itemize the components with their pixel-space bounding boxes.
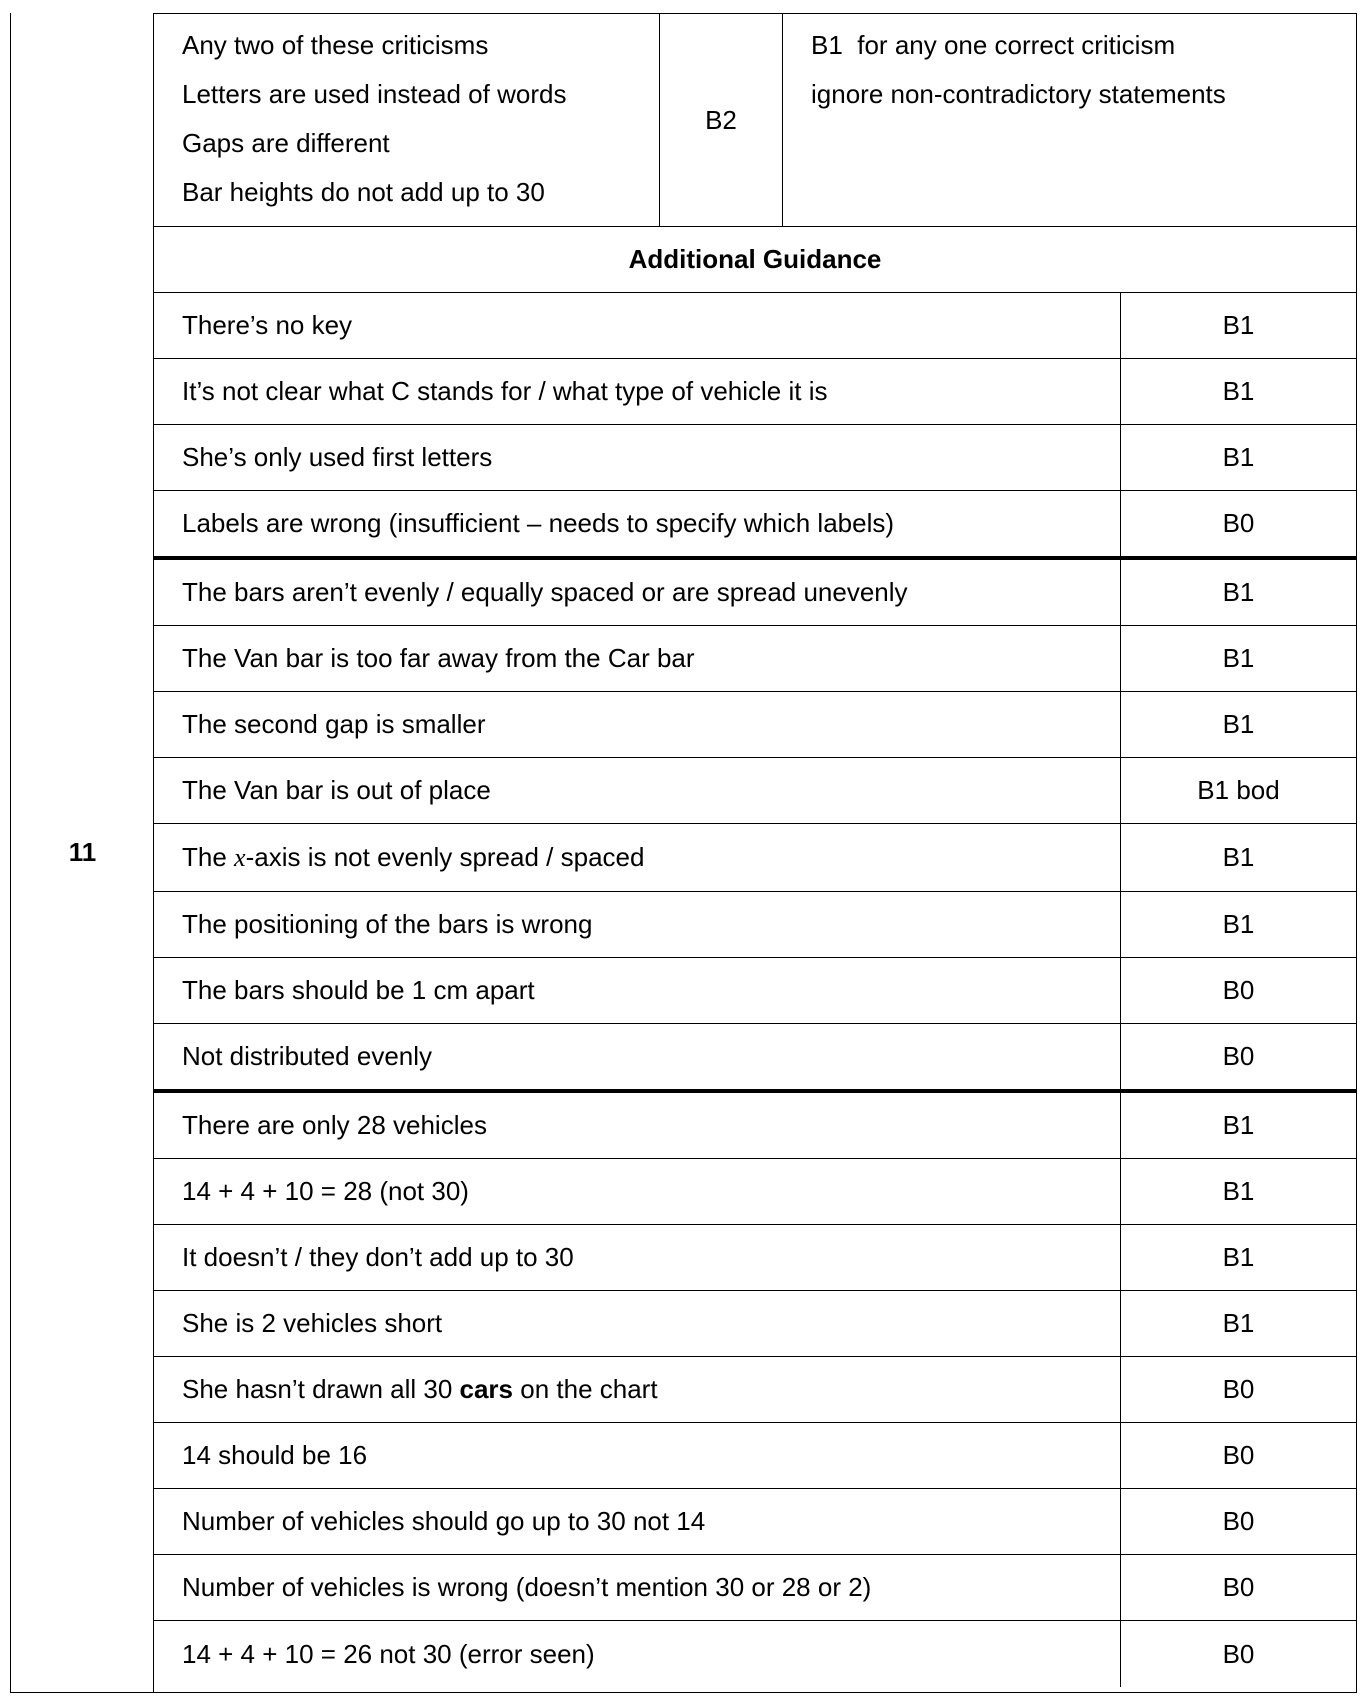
guidance-text: Labels are wrong (insufficient – needs to specify which labels) <box>154 491 1121 556</box>
guidance-mark: B1 <box>1222 1242 1255 1272</box>
guidance-row <box>154 293 1356 359</box>
guidance-text: It’s not clear what C stands for / what type of vehicle it is <box>154 359 1121 424</box>
mark-scheme-content <box>154 13 1356 1692</box>
guidance-text: The bars should be 1 cm apart <box>154 958 1121 1023</box>
guidance-row <box>154 560 1356 626</box>
guidance-row <box>154 1555 1356 1621</box>
answer-guidance-line: ignore non-contradictory statements <box>811 79 1226 109</box>
guidance-mark: B1 <box>1222 1110 1255 1140</box>
guidance-mark: B0 <box>1222 1506 1255 1536</box>
guidance-text-part: The <box>182 842 235 872</box>
guidance-text: The Van bar is out of place <box>154 758 1121 823</box>
guidance-text: Number of vehicles should go up to 30 not 14 <box>154 1489 1121 1554</box>
guidance-mark: B1 <box>1222 709 1255 739</box>
guidance-mark: B1 <box>1222 1176 1255 1206</box>
guidance-row <box>154 1489 1356 1555</box>
guidance-text: The positioning of the bars is wrong <box>154 892 1121 957</box>
guidance-text <box>154 1357 1121 1422</box>
guidance-row <box>154 1159 1356 1225</box>
x-variable: x <box>234 842 246 872</box>
guidance-mark: B1 <box>1222 1308 1255 1338</box>
guidance-text: Not distributed evenly <box>154 1024 1121 1089</box>
guidance-mark: B0 <box>1222 508 1255 538</box>
guidance-mark: B1 <box>1222 643 1255 673</box>
guidance-row <box>154 958 1356 1024</box>
answer-line: Any two of these criticisms <box>182 30 489 60</box>
answer-guidance-line: B1 for any one correct criticism <box>811 30 1176 60</box>
additional-guidance-heading <box>154 227 1356 293</box>
guidance-row <box>154 824 1356 892</box>
guidance-mark: B0 <box>1222 1638 1255 1669</box>
answer-mark-value: B2 <box>705 104 737 135</box>
guidance-row <box>154 1225 1356 1291</box>
guidance-text-part: on the chart <box>513 1374 658 1404</box>
answer-guidance-cell <box>783 14 1356 226</box>
guidance-text-part: -axis is not evenly spread / spaced <box>245 842 645 872</box>
mark-scheme-table <box>10 13 1357 1693</box>
answer-line: Bar heights do not add up to 30 <box>182 177 545 207</box>
guidance-text: 14 + 4 + 10 = 28 (not 30) <box>154 1159 1121 1224</box>
additional-guidance-title: Additional Guidance <box>628 244 882 274</box>
guidance-mark: B1 <box>1222 442 1255 472</box>
guidance-mark: B0 <box>1222 1572 1255 1602</box>
guidance-mark: B1 <box>1222 376 1255 406</box>
answer-line: Letters are used instead of words <box>182 79 567 109</box>
guidance-row <box>154 1291 1356 1357</box>
guidance-mark: B1 bod <box>1197 775 1280 805</box>
guidance-mark: B1 <box>1222 577 1255 607</box>
guidance-row <box>154 692 1356 758</box>
guidance-row <box>154 491 1356 560</box>
answer-cell <box>154 14 660 226</box>
guidance-mark: B1 <box>1222 310 1255 340</box>
guidance-mark: B0 <box>1222 1374 1255 1404</box>
guidance-text <box>154 824 1121 891</box>
guidance-text: There’s no key <box>154 293 1121 358</box>
guidance-row <box>154 626 1356 692</box>
guidance-row <box>154 758 1356 824</box>
guidance-row <box>154 1621 1356 1687</box>
guidance-text: The Van bar is too far away from the Car bar <box>154 626 1121 691</box>
guidance-mark: B0 <box>1222 975 1255 1005</box>
guidance-row <box>154 359 1356 425</box>
guidance-text: The second gap is smaller <box>154 692 1121 757</box>
guidance-text-part: She hasn’t drawn all 30 <box>182 1374 460 1404</box>
guidance-row <box>154 892 1356 958</box>
guidance-mark: B1 <box>1222 842 1255 872</box>
guidance-row <box>154 425 1356 491</box>
guidance-table <box>154 293 1356 1687</box>
guidance-text: She’s only used first letters <box>154 425 1121 490</box>
question-number: 11 <box>68 837 97 867</box>
guidance-text: 14 + 4 + 10 = 26 not 30 (error seen) <box>154 1621 1121 1687</box>
guidance-text: It doesn’t / they don’t add up to 30 <box>154 1225 1121 1290</box>
guidance-mark: B0 <box>1222 1041 1255 1071</box>
guidance-row <box>154 1024 1356 1093</box>
guidance-mark: B0 <box>1222 1440 1255 1470</box>
guidance-text: She is 2 vehicles short <box>154 1291 1121 1356</box>
guidance-row <box>154 1423 1356 1489</box>
guidance-text-emphasis: cars <box>459 1374 514 1404</box>
answer-row <box>154 13 1356 227</box>
question-number-column <box>11 13 154 1692</box>
guidance-text: 14 should be 16 <box>154 1423 1121 1488</box>
guidance-mark: B1 <box>1222 909 1255 939</box>
guidance-row <box>154 1357 1356 1423</box>
guidance-text: There are only 28 vehicles <box>154 1093 1121 1158</box>
answer-line: Gaps are different <box>182 128 390 158</box>
answer-mark <box>660 14 783 226</box>
guidance-row <box>154 1093 1356 1159</box>
guidance-text: Number of vehicles is wrong (doesn’t mention 30 or 28 or 2) <box>154 1555 1121 1620</box>
guidance-text: The bars aren’t evenly / equally spaced or are spread unevenly <box>154 560 1121 625</box>
